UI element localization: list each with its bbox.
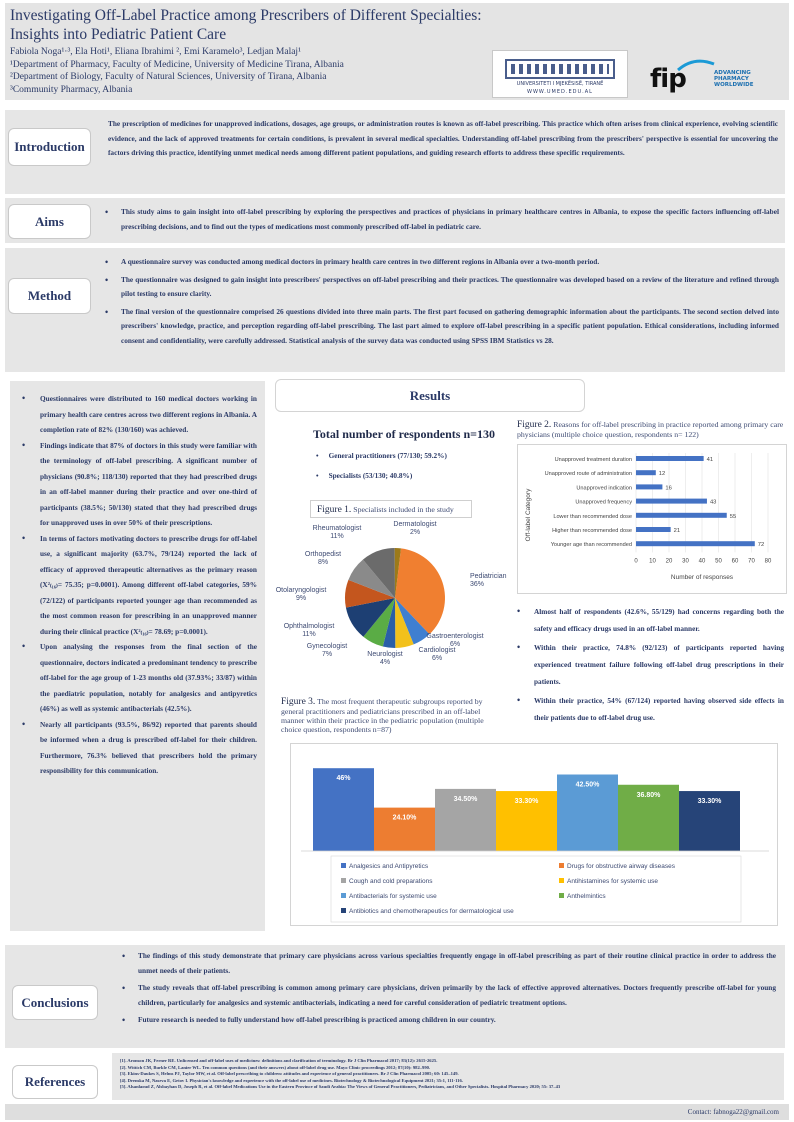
bar-value-label: 33.30% xyxy=(514,798,539,806)
references-label: References xyxy=(12,1065,98,1099)
results-right-item: • Within their practice, 54% (67/124) reported having observed side effects in their patients due to off-label drug use. xyxy=(512,692,784,726)
bar-3 xyxy=(636,499,707,504)
university-logo-url: WWW.UMED.EDU.AL xyxy=(527,89,593,95)
legend-swatch xyxy=(341,863,346,868)
method-item: • A questionnaire survey was conducted among medical doctors in primary health care centres in two different regions in Albania over a two-month period. xyxy=(103,255,779,270)
pie-label: Orthopedist 8% xyxy=(304,551,342,566)
bar-2 xyxy=(636,484,662,489)
reference-item: [2]. Wittich CM, Burkle CM, Lanier WL. Ten common questions (and their answers) about off-label drug use. Mayo Clinic proceedings 2012; 87(10): 982–990. xyxy=(120,1064,431,1070)
legend-label: Antibiotics and chemotherapeutics for dermatological use xyxy=(349,908,514,915)
university-logo xyxy=(492,50,628,98)
method-text xyxy=(103,255,779,351)
legend-label: Anthelmintics xyxy=(567,893,606,900)
y-axis-title: Off-label Category xyxy=(525,488,532,542)
y-category-label: Lower than recommended dose xyxy=(553,513,632,520)
legend-swatch xyxy=(341,878,346,883)
bar-6 xyxy=(636,541,755,546)
reference-item: [4]. Drenska M, Naseva E, Getov I. Physician's knowledge and experience with the off-label use of medicines. Biotechnology & Biotechnological Equipment 2021; 35:1, 111-116. xyxy=(120,1077,463,1083)
results-right-item: • Almost half of respondents (42.6%, 55/129) had concerns regarding both the safety and efficacy drugs used in an off-label manner. xyxy=(512,603,784,637)
x-tick-label: 40 xyxy=(698,558,706,565)
legend-swatch xyxy=(559,878,564,883)
results-right-bullets xyxy=(512,603,784,728)
reference-item: [3]. Ekins-Daukes S, Helms PJ, Taylor MW, et al. Off-label prescribing to children: attitudes and experience of general practitioners. Br J Clin Pharmacol 2005; 60: 145–149. xyxy=(120,1071,459,1077)
contact-footer: Contact: fabnoga22@gmail.com xyxy=(5,1104,789,1120)
x-tick-label: 10 xyxy=(649,558,656,565)
pie-label: Gynecologist 7% xyxy=(306,643,348,658)
bar-value-label: 43 xyxy=(709,499,717,506)
gp-count: • General practitioners (77/130; 59.2%) xyxy=(316,451,447,460)
y-category-label: Unapproved frequency xyxy=(575,499,632,506)
aims-text xyxy=(103,205,779,237)
bar-5 xyxy=(636,527,671,532)
affiliation-3: ³Community Pharmacy, Albania xyxy=(10,84,133,95)
legend-swatch xyxy=(341,893,346,898)
x-tick-label: 30 xyxy=(682,558,689,565)
bar-0 xyxy=(636,456,704,461)
results-left-column xyxy=(10,381,265,931)
x-tick-label: 60 xyxy=(731,558,739,565)
author-list: Fabiola Noga¹·³, Ela Hoti¹, Eliana Ibrahimi ², Emi Karamelo³, Ledjan Malaj¹ xyxy=(10,47,301,57)
legend-swatch xyxy=(559,893,564,898)
conclusions-label: Conclusions xyxy=(12,985,98,1020)
x-tick-label: 70 xyxy=(748,558,755,565)
pie-label: Dermatologist 2% xyxy=(393,521,437,536)
legend-label: Drugs for obstructive airway diseases xyxy=(567,863,676,870)
figure2-caption xyxy=(517,420,787,439)
results-item: • Nearly all participants (93.5%, 86/92) reported that parents should be informed when a drug is prescribed off-label for their children. Furthermore, 76.3% believed that prescribers hold the primary responsibility for this communication. xyxy=(18,717,257,779)
figure3-caption xyxy=(281,697,491,734)
legend-label: Antibacterials for systemic use xyxy=(349,893,437,900)
pie-label: Pediatrician 36% xyxy=(470,573,507,588)
y-category-label: Unapproved route of administration xyxy=(544,471,632,478)
figure3-caption-text: The most frequent therapeutic subgroups reported by general practitioners and pediatricians prescribed in an off-label manner within their practice in the pediatric population (multiple choice question, respondents n=87) xyxy=(281,697,484,734)
bar-1 xyxy=(636,470,656,475)
conclusions-item: • The study reveals that off-label prescribing is common among primary care physicians, driven primarily by the lack of effective approved alternatives. Doctors frequently prescribe off-label for young children, particularly for analgesics and systemic antibacterials, indicating a need for careful consideration of pediatric treatment options. xyxy=(120,981,776,1010)
conclusions-item: • The findings of this study demonstrate that primary care physicians across various specialties frequently engage in off-label prescribing as part of their routine clinical practice in order to address the unmet needs of their patients. xyxy=(120,949,776,978)
legend-swatch xyxy=(559,863,564,868)
pie-label: Ophthalmologist 11% xyxy=(283,623,335,638)
legend-label: Antihistamines for systemic use xyxy=(567,878,659,885)
aims-label: Aims xyxy=(8,204,91,239)
introduction-text: The prescription of medicines for unapproved indications, dosages, age groups, or administration routes is known as off-label prescribing. This practice which often arises from clinical experience, evolving scientific evidence, and the lack of approved treatments for certain conditions, is prevalent in several medical specialties. Understanding off-label prescribing from the prescribers' perspective is essential for uncovering the factors driving this practice, identifying unmet medical needs among different patient populations, and guiding research efforts to address these specific requirements. xyxy=(108,119,778,157)
y-category-label: Unapproved treatment duration xyxy=(554,457,632,463)
pie-label: Neurologist 4% xyxy=(367,651,403,666)
bar-value-label: 21 xyxy=(673,528,681,534)
x-tick-label: 20 xyxy=(665,558,673,565)
pie-label: Rheumatologist 11% xyxy=(312,525,362,540)
bar-value-label: 46% xyxy=(336,775,351,783)
figure2-chart-frame xyxy=(517,444,787,594)
conclusions-item: • Future research is needed to fully understand how off-label prescribing is practiced among children in our country. xyxy=(120,1013,776,1028)
figure2-number: Figure 2. xyxy=(517,420,552,430)
figure3-number: Figure 3. xyxy=(281,697,316,707)
figure1-pie-chart xyxy=(265,520,525,680)
bar-value-label: 33.30% xyxy=(697,798,722,806)
method-item: • The questionnaire was designed to gain insight into prescribers' perspectives on off-label prescribing and their practices. The questionnaire was developed based on a review of the literature and refined through pilot testing to ensure clarity. xyxy=(103,273,779,302)
bar-value-label: 72 xyxy=(757,542,765,549)
author-block xyxy=(10,46,480,96)
introduction-label: Introduction xyxy=(8,128,91,166)
figure1-number: Figure 1. xyxy=(317,505,352,515)
university-building-icon xyxy=(505,59,615,79)
affiliation-2: ²Department of Biology, Faculty of Natural Sciences, University of Tirana, Albania xyxy=(10,72,327,82)
pie-label: Cardiologist 6% xyxy=(418,647,456,662)
results-label: Results xyxy=(275,379,585,412)
y-category-label: Younger age than recommended xyxy=(550,542,632,549)
x-tick-label: 50 xyxy=(715,558,722,565)
bar-value-label: 12 xyxy=(658,471,666,478)
bar-value-label: 36.80% xyxy=(636,791,661,799)
x-axis-title: Number of responses xyxy=(670,574,734,581)
x-tick-label: 80 xyxy=(764,558,772,565)
results-item: • Findings indicate that 87% of doctors in this study were familiar with the terminology of off-label prescribing. A significant number of physicians (90.8%; 118/130) reported that they had prescribed drugs in an off-label manner during their practice and over one-third of participants (38.5%; 50/130) stated that they had prescribed drugs for unapproved uses in over 50% of their prescriptions. xyxy=(18,438,257,531)
bar-4 xyxy=(636,513,727,518)
legend-label: Analgesics and Antipyretics xyxy=(349,863,429,870)
title-line-1: Investigating Off-Label Practice among Prescribers of Different Specialties: xyxy=(10,7,482,24)
legend-swatch xyxy=(341,908,346,913)
bar-value-label: 16 xyxy=(665,485,672,492)
total-respondents: Total number of respondents n=130 xyxy=(313,427,495,441)
bar-value-label: 34.50% xyxy=(453,795,478,803)
university-logo-name: UNIVERSITETI I MJEKËSISË, TIRANË xyxy=(516,81,604,87)
method-item: • The final version of the questionnaire comprised 26 questions divided into three main parts. The first part focused on gathering demographic information about the participants. The second section delved into prescribers' knowledge, practice, and perception regarding off-label prescribing. The last part aimed to explore off-label prescribing in a specific patient population. Ethical considerations, including informed consent and confidentiality, were carefully addressed. Statistical analysis of the survey data was conducted using SPSS IBM Statistics vs 28. xyxy=(103,305,779,349)
fip-swoosh-icon xyxy=(676,58,716,72)
y-category-label: Higher than recommended dose xyxy=(552,528,632,534)
figure3-chart-frame xyxy=(290,743,778,926)
bar-value-label: 24.10% xyxy=(392,814,417,822)
figure2-caption-text: Reasons for off-label prescribing in practice reported among primary care physicians (multiple choice question, respondents n= 122) xyxy=(517,420,784,439)
title-line-2: Insights into Pediatric Patient Care xyxy=(10,26,227,43)
legend-label: Cough and cold preparations xyxy=(349,878,433,885)
reference-item: [1]. Aronson JK, Ferner RE. Unlicensed and off-label uses of medicines: definitions and clarification of terminology. Br J Clin Pharmacol 2017; 83(12): 2615-2625. xyxy=(120,1058,438,1063)
fip-logo-word: fip xyxy=(650,64,686,94)
pie-label: Gastroenterologist 6% xyxy=(426,633,484,648)
figure1-caption-text: Specialists included in the study xyxy=(351,505,454,514)
fip-tagline: ADVANCING PHARMACY WORLDWIDE xyxy=(714,70,754,88)
results-right-item: • Within their practice, 74.8% (92/123) of participants reported having experienced treatment failure following off-label drug prescriptions in their patients. xyxy=(512,639,784,690)
figure1-caption xyxy=(310,500,472,518)
reference-item: [5]. Alsanlaoud Z, Alsbayhan D, Joseph R, et al. Off-label Medications Use in the Eastern Province of Saudi Arabia: The Views of General Practitioners, Pediatricians, and Other Specialists. Hospital Pharmacy 2020; 55: 37–43 xyxy=(120,1084,561,1090)
pie-label: Otolaryngologist 9% xyxy=(275,587,327,602)
x-tick-label: 0 xyxy=(634,558,638,565)
figure3-bar-chart xyxy=(291,744,779,927)
figure2-bar-chart xyxy=(518,445,788,595)
poster-title xyxy=(10,6,570,44)
fip-logo xyxy=(650,64,780,98)
aims-item: • This study aims to gain insight into off-label prescribing by exploring the perspectives and practices of physicians in primary healthcare centres in Albania, to expose the specific factors influencing off-label prescribing decisions, and to find out the types of medications most commonly prescribed off-label in pediatric care. xyxy=(103,205,779,234)
bar-value-label: 41 xyxy=(706,457,714,463)
results-item: • Upon analysing the responses from the final section of the questionnaire, doctors indicated a predominant tendency to prescribe off-label for the age group of 1-23 months old (37.93%; 33/87) within the paediatric population, notably for analgesics and antipyretics (46%) as well as systemic antibacterials (42.5%). xyxy=(18,639,257,717)
bar-value-label: 42.50% xyxy=(575,781,600,789)
affiliation-1: ¹Department of Pharmacy, Faculty of Medicine, University of Medicine Tirana, Albania xyxy=(10,59,344,70)
y-category-label: Unapproved indication xyxy=(576,485,632,492)
results-item: • In terms of factors motivating doctors to prescribe drugs for off-label use, a significant majority (63.7%, 79/124) reported the lack of efficacy of approved therapeutic alternatives as the primary reason (X²₍₁₆₎= 75.35; p=0.0001). Among different off-label categories, 59% (72/122) of participants reported younger age than recommended as the most common reason for prescribing in an unapproved manner during their clinical practice (X²₍₁₆₎= 78.69; p=0.0001). xyxy=(18,531,257,640)
results-item: • Questionnaires were distributed to 160 medical doctors working in primary health care centres across two different regions in Albania. A completion rate of 82% (130/160) was achieved. xyxy=(18,391,257,438)
conclusions-text xyxy=(112,945,784,1048)
specialist-count: • Specialists (53/130; 40.8%) xyxy=(316,471,412,480)
method-label: Method xyxy=(8,278,91,314)
references-list xyxy=(112,1053,784,1100)
bar-value-label: 55 xyxy=(729,513,737,520)
